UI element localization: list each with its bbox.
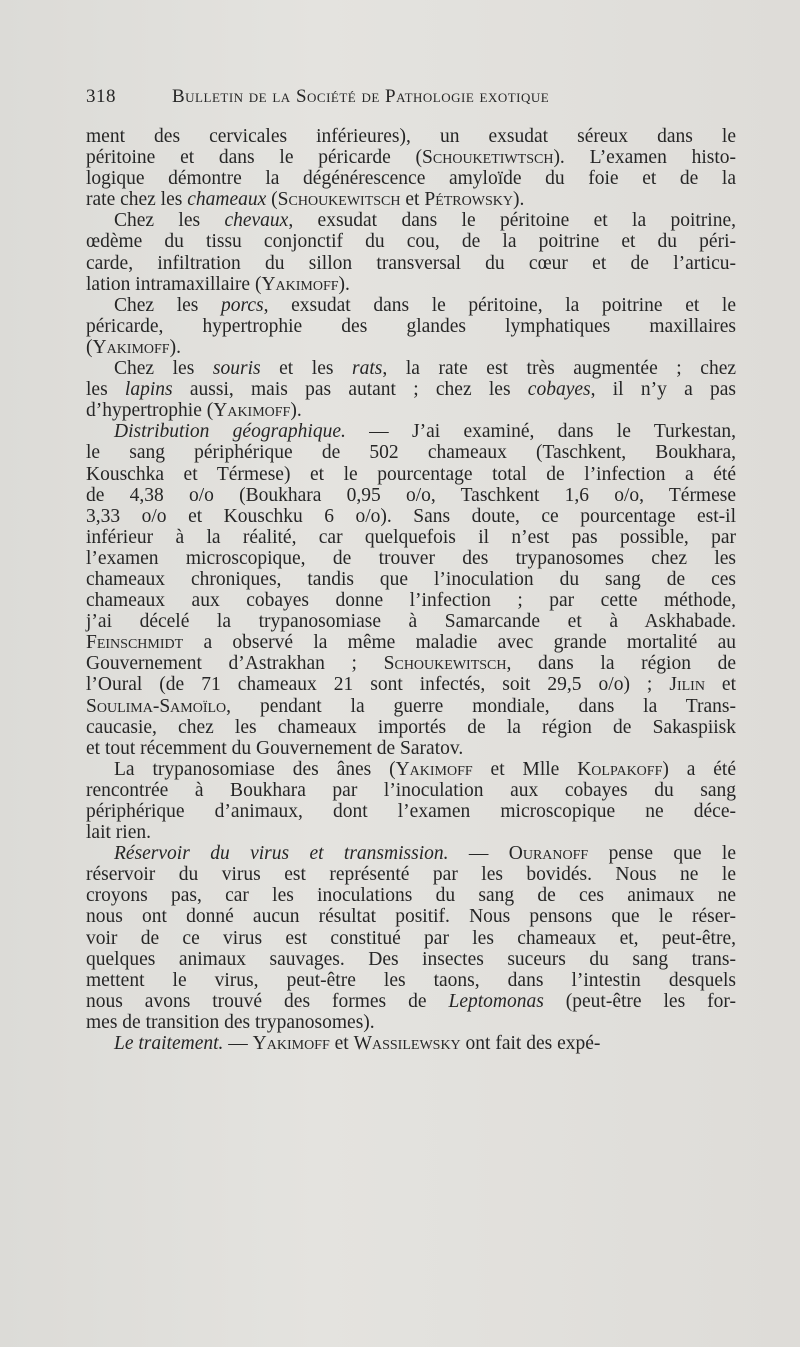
text-run: — [448, 843, 509, 865]
text-run: le sang périphérique de 502 chameaux (Taschkent, Boukhara, [86, 442, 736, 464]
text-run: l’examen microscopique, de trouver des trypanosomes chez les [86, 547, 736, 569]
text-run: , dans la région de [506, 653, 736, 675]
text-run: Chez les [114, 358, 213, 380]
text-line [86, 210, 736, 231]
text-run: lait rien. [86, 822, 151, 844]
text-line [86, 1033, 736, 1054]
text-run: croyons pas, car les inoculations du sang de ces animaux ne [86, 885, 736, 907]
text-line [86, 274, 736, 295]
text-run: et [329, 1033, 354, 1055]
text-run: mes de transition des trypanosomes). [86, 1011, 375, 1033]
text-line [86, 822, 736, 843]
text-line [86, 1012, 736, 1033]
text-run: — J’ai examiné, dans le Turkestan, [345, 421, 736, 443]
text-line [86, 337, 736, 358]
italic-text: rats [352, 358, 383, 380]
text-line [86, 189, 736, 210]
author-name: Soulima-Samoïlo [86, 695, 227, 717]
text-run: caucasie, chez les chameaux importés de la région de Sakaspiisk [86, 716, 736, 738]
text-line [86, 970, 736, 991]
text-line [86, 738, 736, 759]
paragraph [86, 126, 736, 210]
author-name: Yakimoff [252, 1033, 330, 1055]
text-run: péritoine et dans le péricarde ( [86, 147, 423, 169]
author-name: Yakimoff [92, 336, 170, 358]
text-run: les [86, 379, 125, 401]
text-line [86, 379, 736, 400]
italic-text: porcs [221, 294, 264, 316]
author-name: Kolpakoff [577, 758, 663, 780]
text-line [86, 949, 736, 970]
author-name: Yakimoff [261, 273, 339, 295]
author-name: Yakimoff [395, 758, 473, 780]
text-run: péricarde, hypertrophie des glandes lymphatiques maxillaires [86, 315, 736, 337]
text-run: ( [266, 189, 278, 211]
text-run: a observé la même maladie avec grande mortalité au [183, 632, 736, 654]
text-run: œdème du tissu conjonctif du cou, de la poitrine et du péri- [86, 231, 736, 253]
text-line [86, 801, 736, 822]
author-name: Pétrowsky [424, 189, 513, 211]
italic-text: chevaux [224, 210, 289, 232]
text-run: réservoir du virus est représenté par les bovidés. Nous ne le [86, 864, 736, 886]
text-line [86, 464, 736, 485]
paragraph [86, 210, 736, 294]
text-line [86, 400, 736, 421]
text-run: , pendant la guerre mondiale, dans la Trans- [226, 695, 736, 717]
paragraph [86, 421, 736, 759]
text-run: carde, infiltration du sillon transversal du cœur et de l’articu- [86, 252, 736, 274]
text-run: et [400, 189, 425, 211]
author-name: Schoukewitsch [383, 653, 507, 675]
italic-text: Distribution géographique. [114, 421, 346, 443]
text-run: Gouvernement d’Astrakhan ; [86, 653, 384, 675]
author-name: Ouranoff [508, 843, 589, 865]
text-line [86, 548, 736, 569]
text-run: , exsudat dans le péritoine, la poitrine et le [263, 294, 736, 316]
author-name: Feinschmidt [86, 632, 184, 654]
text-run: de 4,38 o/o (Boukhara 0,95 o/o, Taschkent 1,6 o/o, Térmese [86, 484, 736, 506]
text-run: et tout récemment du Gouvernement de Saratov. [86, 737, 464, 759]
text-run: 3,33 o/o et Kouschku 6 o/o). Sans doute, ce pourcentage est-il [86, 505, 736, 527]
text-line [86, 506, 736, 527]
text-run: et les [260, 358, 353, 380]
text-line [86, 780, 736, 801]
text-run: , la rate est très augmentée ; chez [382, 358, 737, 380]
text-line [86, 442, 736, 463]
text-line [86, 611, 736, 632]
text-run: chameaux chroniques, tandis que l’inoculation du sang de ces [86, 568, 736, 590]
text-run: nous avons trouvé des formes de [86, 990, 449, 1012]
text-run: ment des cervicales inférieures), un exsudat séreux dans le [86, 126, 736, 147]
author-name: Schoukewitsch [277, 189, 401, 211]
text-run: ). L’examen histo- [553, 147, 736, 169]
text-line [86, 991, 736, 1012]
text-line [86, 295, 736, 316]
text-run: quelques animaux sauvages. Des insectes suceurs du sang trans- [86, 948, 736, 970]
text-run: , il n’y a pas [590, 379, 736, 401]
italic-text: souris [212, 358, 261, 380]
text-line [86, 253, 736, 274]
text-run: ). [338, 273, 350, 295]
text-run: (peut-être les for- [543, 990, 736, 1012]
italic-text: lapins [124, 379, 173, 401]
text-line [86, 421, 736, 442]
text-run: aussi, mais pas autant ; chez les [172, 379, 528, 401]
text-run: pense que le [588, 843, 737, 865]
text-line [86, 168, 736, 189]
paragraph [86, 759, 736, 843]
text-line [86, 717, 736, 738]
author-name: Schouketiwtsch [422, 147, 554, 169]
text-run: et [704, 674, 737, 696]
text-line [86, 843, 736, 864]
text-line [86, 485, 736, 506]
text-line [86, 231, 736, 252]
text-line [86, 316, 736, 337]
italic-text: Le traitement. [114, 1033, 224, 1055]
text-run: Chez les [114, 294, 221, 316]
paragraph [86, 358, 736, 421]
italic-text: Leptomonas [448, 990, 544, 1012]
page-header [86, 86, 646, 116]
text-line [86, 759, 736, 780]
author-name: Yakimoff [213, 400, 291, 422]
text-run: mettent le virus, peut-être les taons, dans l’intestin desquels [86, 969, 736, 991]
text-run: logique démontre la dégénérescence amyloïde du foie et de la [86, 168, 736, 190]
text-run: rate chez les [86, 189, 188, 211]
text-run: l’Oural (de 71 chameaux 21 sont infectés, soit 29,5 o/o) ; [86, 674, 670, 696]
text-run: chameaux aux cobayes donne l’infection ; par cette méthode, [86, 590, 736, 612]
italic-text: chameaux [187, 189, 267, 211]
text-line [86, 653, 736, 674]
text-run: et Mlle [472, 758, 578, 780]
text-run: périphérique d’animaux, dont l’examen microscopique ne déce- [86, 801, 736, 822]
text-run: voir de ce virus est constitué par les chameaux et, peut-être, [86, 927, 736, 949]
text-line [86, 569, 736, 590]
text-run: ). [169, 336, 181, 358]
page-number: 318 [86, 86, 116, 107]
text-run: d’hypertrophie ( [86, 400, 214, 422]
paragraph [86, 1033, 736, 1054]
text-line [86, 147, 736, 168]
text-run: — [223, 1033, 253, 1055]
text-line [86, 696, 736, 717]
text-line [86, 590, 736, 611]
text-line [86, 864, 736, 885]
text-line [86, 928, 736, 949]
paragraph [86, 295, 736, 358]
text-line [86, 632, 736, 653]
italic-text: Réservoir du virus et transmission. [114, 843, 449, 865]
text-run: inférieur à la réalité, car quelquefois il n’est pas possible, par [86, 526, 736, 548]
text-run: Kouschka et Térmese) et le pourcentage total de l’infection a été [86, 463, 736, 485]
running-title: Bulletin de la Société de Pathologie exotique [172, 86, 550, 107]
text-run: ont fait des expé- [460, 1033, 601, 1055]
text-run: ). [290, 400, 302, 422]
text-run: La trypanosomiase des ânes ( [114, 758, 396, 780]
text-line [86, 885, 736, 906]
text-line [86, 527, 736, 548]
text-line [86, 126, 736, 147]
paragraph [86, 843, 736, 1033]
text-run: , exsudat dans le péritoine et la poitrine, [288, 210, 736, 232]
author-name: Jilin [669, 674, 705, 696]
author-name: Wassilewsky [353, 1033, 461, 1055]
text-run: nous ont donné aucun résultat positif. Nous pensons que le réser- [86, 906, 736, 928]
text-line [86, 906, 736, 927]
text-run: j’ai décelé la trypanosomiase à Samarcande et à Askhabade. [86, 611, 736, 633]
text-run: ). [512, 189, 525, 211]
text-run: rencontrée à Boukhara par l’inoculation aux cobayes du sang [86, 779, 736, 801]
body-text [86, 126, 736, 1054]
text-run: ) a été [662, 758, 736, 780]
italic-text: cobayes [527, 379, 591, 401]
text-run: Chez les [114, 210, 225, 232]
text-run: ( [86, 336, 93, 358]
text-line [86, 674, 736, 695]
text-run: lation intramaxillaire ( [86, 273, 262, 295]
text-line [86, 358, 736, 379]
